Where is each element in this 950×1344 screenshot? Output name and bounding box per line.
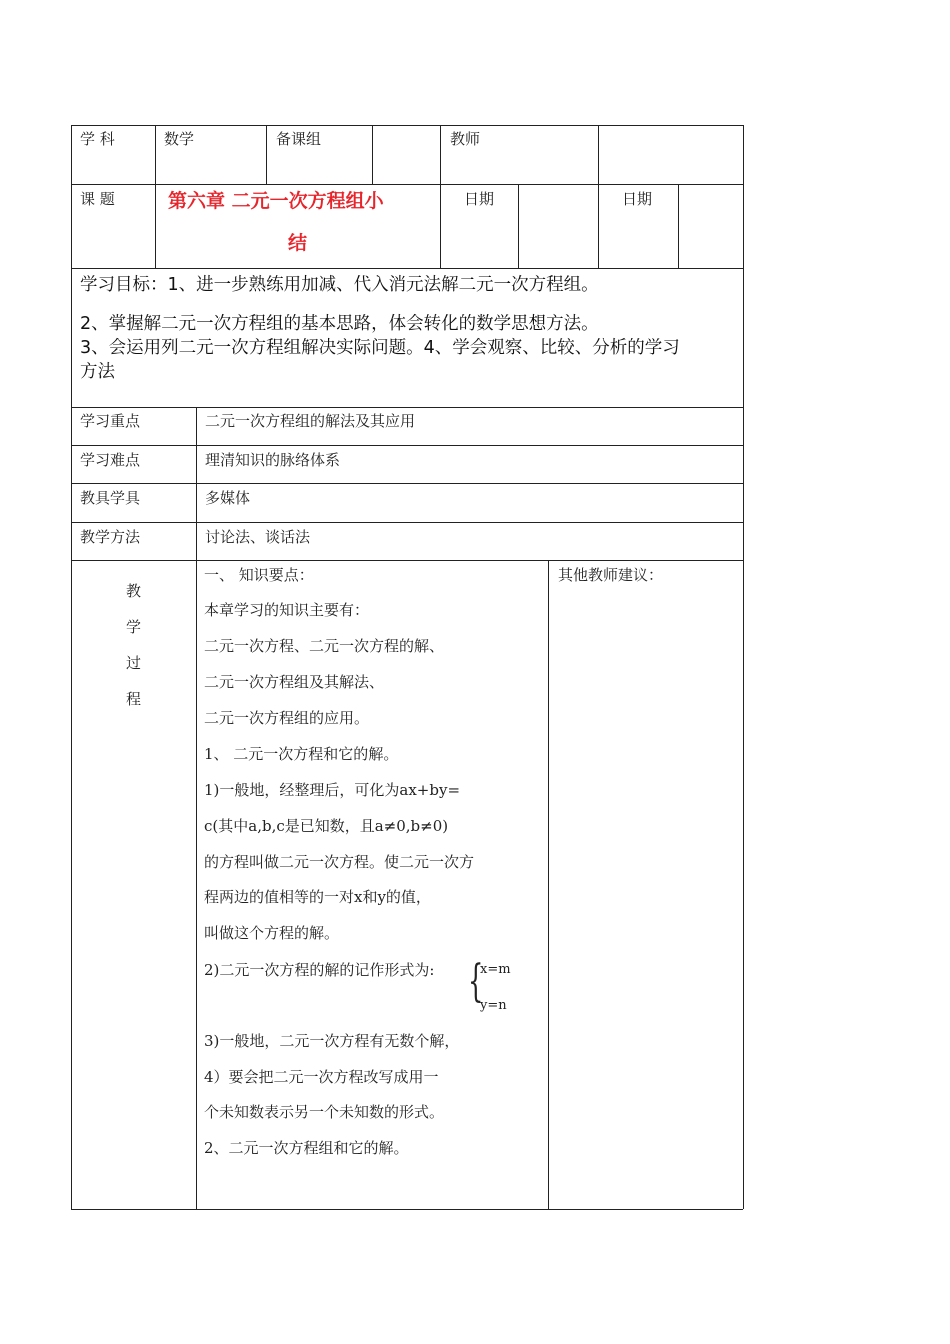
group-label: 备课组 xyxy=(276,130,322,148)
process-side-char: 过 xyxy=(126,654,142,672)
row-label-tools: 教具学具 xyxy=(80,489,141,507)
process-line: 2)二元一次方程的解的记作形式为: xyxy=(204,961,435,979)
cell-divider xyxy=(155,184,156,268)
cell-divider xyxy=(598,184,599,268)
table-divider xyxy=(71,184,743,185)
row-label-focus: 学习重点 xyxy=(80,412,141,430)
cell-divider xyxy=(678,184,679,268)
cell-divider xyxy=(548,560,549,1209)
lesson-title: 第六章 二元一次方程组小 xyxy=(168,190,384,212)
process-line: 二元一次方程组及其解法、 xyxy=(204,673,385,691)
process-line: 的方程叫做二元一次方程。使二元一次方 xyxy=(204,853,475,871)
process-line: 二元一次方程、二元一次方程的解、 xyxy=(204,637,445,655)
goal-line-3: 3、会运用列二元一次方程组解决实际问题。4、学会观察、比较、分析的学习 xyxy=(80,338,680,358)
row-value-difficulty: 理清知识的脉络体系 xyxy=(205,451,341,469)
row-value-focus: 二元一次方程组的解法及其应用 xyxy=(205,412,416,430)
cell-divider xyxy=(440,184,441,268)
row-value-method: 讨论法、谈话法 xyxy=(205,528,311,546)
table-divider xyxy=(71,522,743,523)
table-divider xyxy=(71,483,743,484)
process-side-char: 学 xyxy=(126,618,142,636)
process-line: 程两边的值相等的一对x和y的值， xyxy=(204,888,431,906)
cell-divider xyxy=(372,125,373,184)
table-border-bottom xyxy=(71,1209,743,1210)
process-line: c(其中a,b,c是已知数，且a≠0,b≠0) xyxy=(204,817,449,835)
process-line: 1)一般地，经整理后，可化为ax+by= xyxy=(204,781,461,799)
lesson-title-cont: 结 xyxy=(288,232,308,254)
cell-divider xyxy=(440,125,441,184)
other-suggestions-label: 其他教师建议： xyxy=(558,566,664,584)
process-side-char: 教 xyxy=(126,582,142,600)
table-border-left xyxy=(71,125,72,1209)
subject-value: 数学 xyxy=(164,130,195,148)
row-value-tools: 多媒体 xyxy=(205,489,251,507)
process-side-char: 程 xyxy=(126,690,142,708)
solution-y: y=n xyxy=(480,998,507,1013)
process-line: 一、 知识要点： xyxy=(204,566,314,584)
process-line: 本章学习的知识主要有： xyxy=(204,601,370,619)
table-border-right xyxy=(743,125,744,1209)
process-line: 叫做这个方程的解。 xyxy=(204,924,340,942)
process-line: 二元一次方程组的应用。 xyxy=(204,709,370,727)
goal-line-1: 学习目标：1、进一步熟练用加减、代入消元法解二元一次方程组。 xyxy=(80,275,599,295)
table-divider xyxy=(71,445,743,446)
date-label-2: 日期 xyxy=(622,190,653,208)
cell-divider xyxy=(155,125,156,184)
solution-x: x=m xyxy=(480,962,511,977)
row-label-method: 教学方法 xyxy=(80,528,141,546)
cell-divider xyxy=(518,184,519,268)
table-border-top xyxy=(71,125,743,126)
process-line: 4）要会把二元一次方程改写成用一 xyxy=(204,1068,439,1086)
goal-line-2: 2、掌握解二元一次方程组的基本思路，体会转化的数学思想方法。 xyxy=(80,314,599,334)
table-divider xyxy=(71,268,743,269)
brace-symbol: { xyxy=(468,956,484,1007)
row-label-difficulty: 学习难点 xyxy=(80,451,141,469)
cell-divider xyxy=(598,125,599,184)
goal-line-4: 方法 xyxy=(80,362,115,382)
cell-divider xyxy=(196,407,197,1209)
date-label-1: 日期 xyxy=(464,190,495,208)
table-divider xyxy=(71,407,743,408)
cell-divider xyxy=(266,125,267,184)
subject-label: 学 科 xyxy=(80,130,115,148)
table-divider xyxy=(71,560,743,561)
process-line: 3)一般地，二元一次方程有无数个解， xyxy=(204,1032,460,1050)
process-line: 2、二元一次方程组和它的解。 xyxy=(204,1139,409,1157)
process-line: 个未知数表示另一个未知数的形式。 xyxy=(204,1103,445,1121)
teacher-label: 教师 xyxy=(450,130,481,148)
topic-label: 课 题 xyxy=(80,190,115,208)
process-line: 1、 二元一次方程和它的解。 xyxy=(204,745,399,763)
